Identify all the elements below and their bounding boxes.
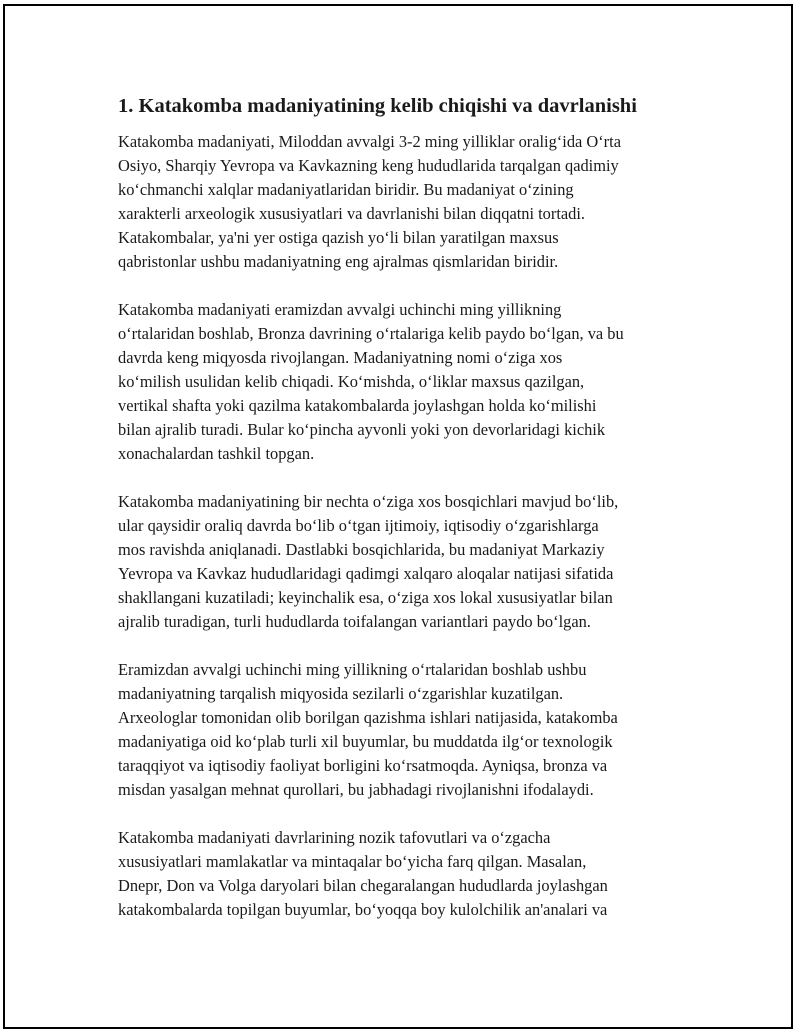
text-line: xususiyatlari mamlakatlar va mintaqalar bo‘yicha farq qilgan. Masalan, <box>118 852 587 871</box>
text-line: Osiyo, Sharqiy Yevropa va Kavkazning keng hududlarida tarqalgan qadimiy <box>118 156 619 175</box>
paragraph-list <box>118 130 698 922</box>
text-line: o‘rtalaridan boshlab, Bronza davrining o‘rtalariga kelib paydo bo‘lgan, va bu <box>118 324 624 343</box>
text-line: Katakombalar, ya'ni yer ostiga qazish yo‘li bilan yaratilgan maxsus <box>118 228 559 247</box>
text-line: qabristonlar ushbu madaniyatning eng ajralmas qismlaridan biridir. <box>118 252 559 271</box>
paragraph <box>118 658 698 802</box>
text-line: xarakterli arxeologik xususiyatlari va davrlanishi bilan diqqatni tortadi. <box>118 204 586 223</box>
paragraph <box>118 298 698 466</box>
text-line: madaniyatiga oid ko‘plab turli xil buyumlar, bu muddatda ilg‘or texnologik <box>118 732 613 751</box>
text-line: bilan ajralib turadi. Bular ko‘pincha ayvonli yoki yon devorlaridagi kichik <box>118 420 606 439</box>
text-line: taraqqiyot va iqtisodiy faoliyat borligini ko‘rsatmoqda. Ayniqsa, bronza va <box>118 756 608 775</box>
text-line: Eramizdan avvalgi uchinchi ming yillikning o‘rtalaridan boshlab ushbu <box>118 660 587 679</box>
paragraph <box>118 490 698 634</box>
section-heading: 1. Katakomba madaniyatining kelib chiqishi va davrlanishi <box>118 95 637 117</box>
text-line: Katakomba madaniyati, Miloddan avvalgi 3-2 ming yilliklar oralig‘ida O‘rta <box>118 132 621 151</box>
text-line: shakllangani kuzatiladi; keyinchalik esa, o‘ziga xos lokal xususiyatlar bilan <box>118 588 613 607</box>
text-line: vertikal shafta yoki qazilma katakombalarda joylashgan holda ko‘milishi <box>118 396 597 415</box>
text-line: mos ravishda aniqlanadi. Dastlabki bosqichlarida, bu madaniyat Markaziy <box>118 540 605 559</box>
text-line: ko‘chmanchi xalqlar madaniyatlaridan biridir. Bu madaniyat o‘zining <box>118 180 574 199</box>
text-line: Katakomba madaniyatining bir nechta o‘ziga xos bosqichlari mavjud bo‘lib, <box>118 492 619 511</box>
paragraph <box>118 826 698 922</box>
text-line: davrda keng miqyosda rivojlangan. Madaniyatning nomi o‘ziga xos <box>118 348 563 367</box>
text-line: misdan yasalgan mehnat qurollari, bu jabhadagi rivojlanishni ifodalaydi. <box>118 780 594 799</box>
document-body <box>118 92 698 946</box>
text-line: ko‘milish usulidan kelib chiqadi. Ko‘mishda, o‘liklar maxsus qazilgan, <box>118 372 585 391</box>
paragraph <box>118 130 698 274</box>
text-line: xonachalardan tashkil topgan. <box>118 444 315 463</box>
text-line: ular qaysidir oraliq davrda bo‘lib o‘tgan ijtimoiy, iqtisodiy o‘zgarishlarga <box>118 516 599 535</box>
text-line: Katakomba madaniyati davrlarining nozik tafovutlari va o‘zgacha <box>118 828 551 847</box>
text-line: Katakomba madaniyati eramizdan avvalgi uchinchi ming yillikning <box>118 300 562 319</box>
text-line: Arxeologlar tomonidan olib borilgan qazishma ishlari natijasida, katakomba <box>118 708 618 727</box>
text-line: madaniyatning tarqalish miqyosida sezilarli o‘zgarishlar kuzatilgan. <box>118 684 564 703</box>
text-line: katakombalarda topilgan buyumlar, bo‘yoqqa boy kulolchilik an'analari va <box>118 900 608 919</box>
text-line: Yevropa va Kavkaz hududlaridagi qadimgi xalqaro aloqalar natijasi sifatida <box>118 564 614 583</box>
text-line: ajralib turadigan, turli hududlarda toifalangan variantlari paydo bo‘lgan. <box>118 612 591 631</box>
text-line: Dnepr, Don va Volga daryolari bilan chegaralangan hududlarda joylashgan <box>118 876 608 895</box>
